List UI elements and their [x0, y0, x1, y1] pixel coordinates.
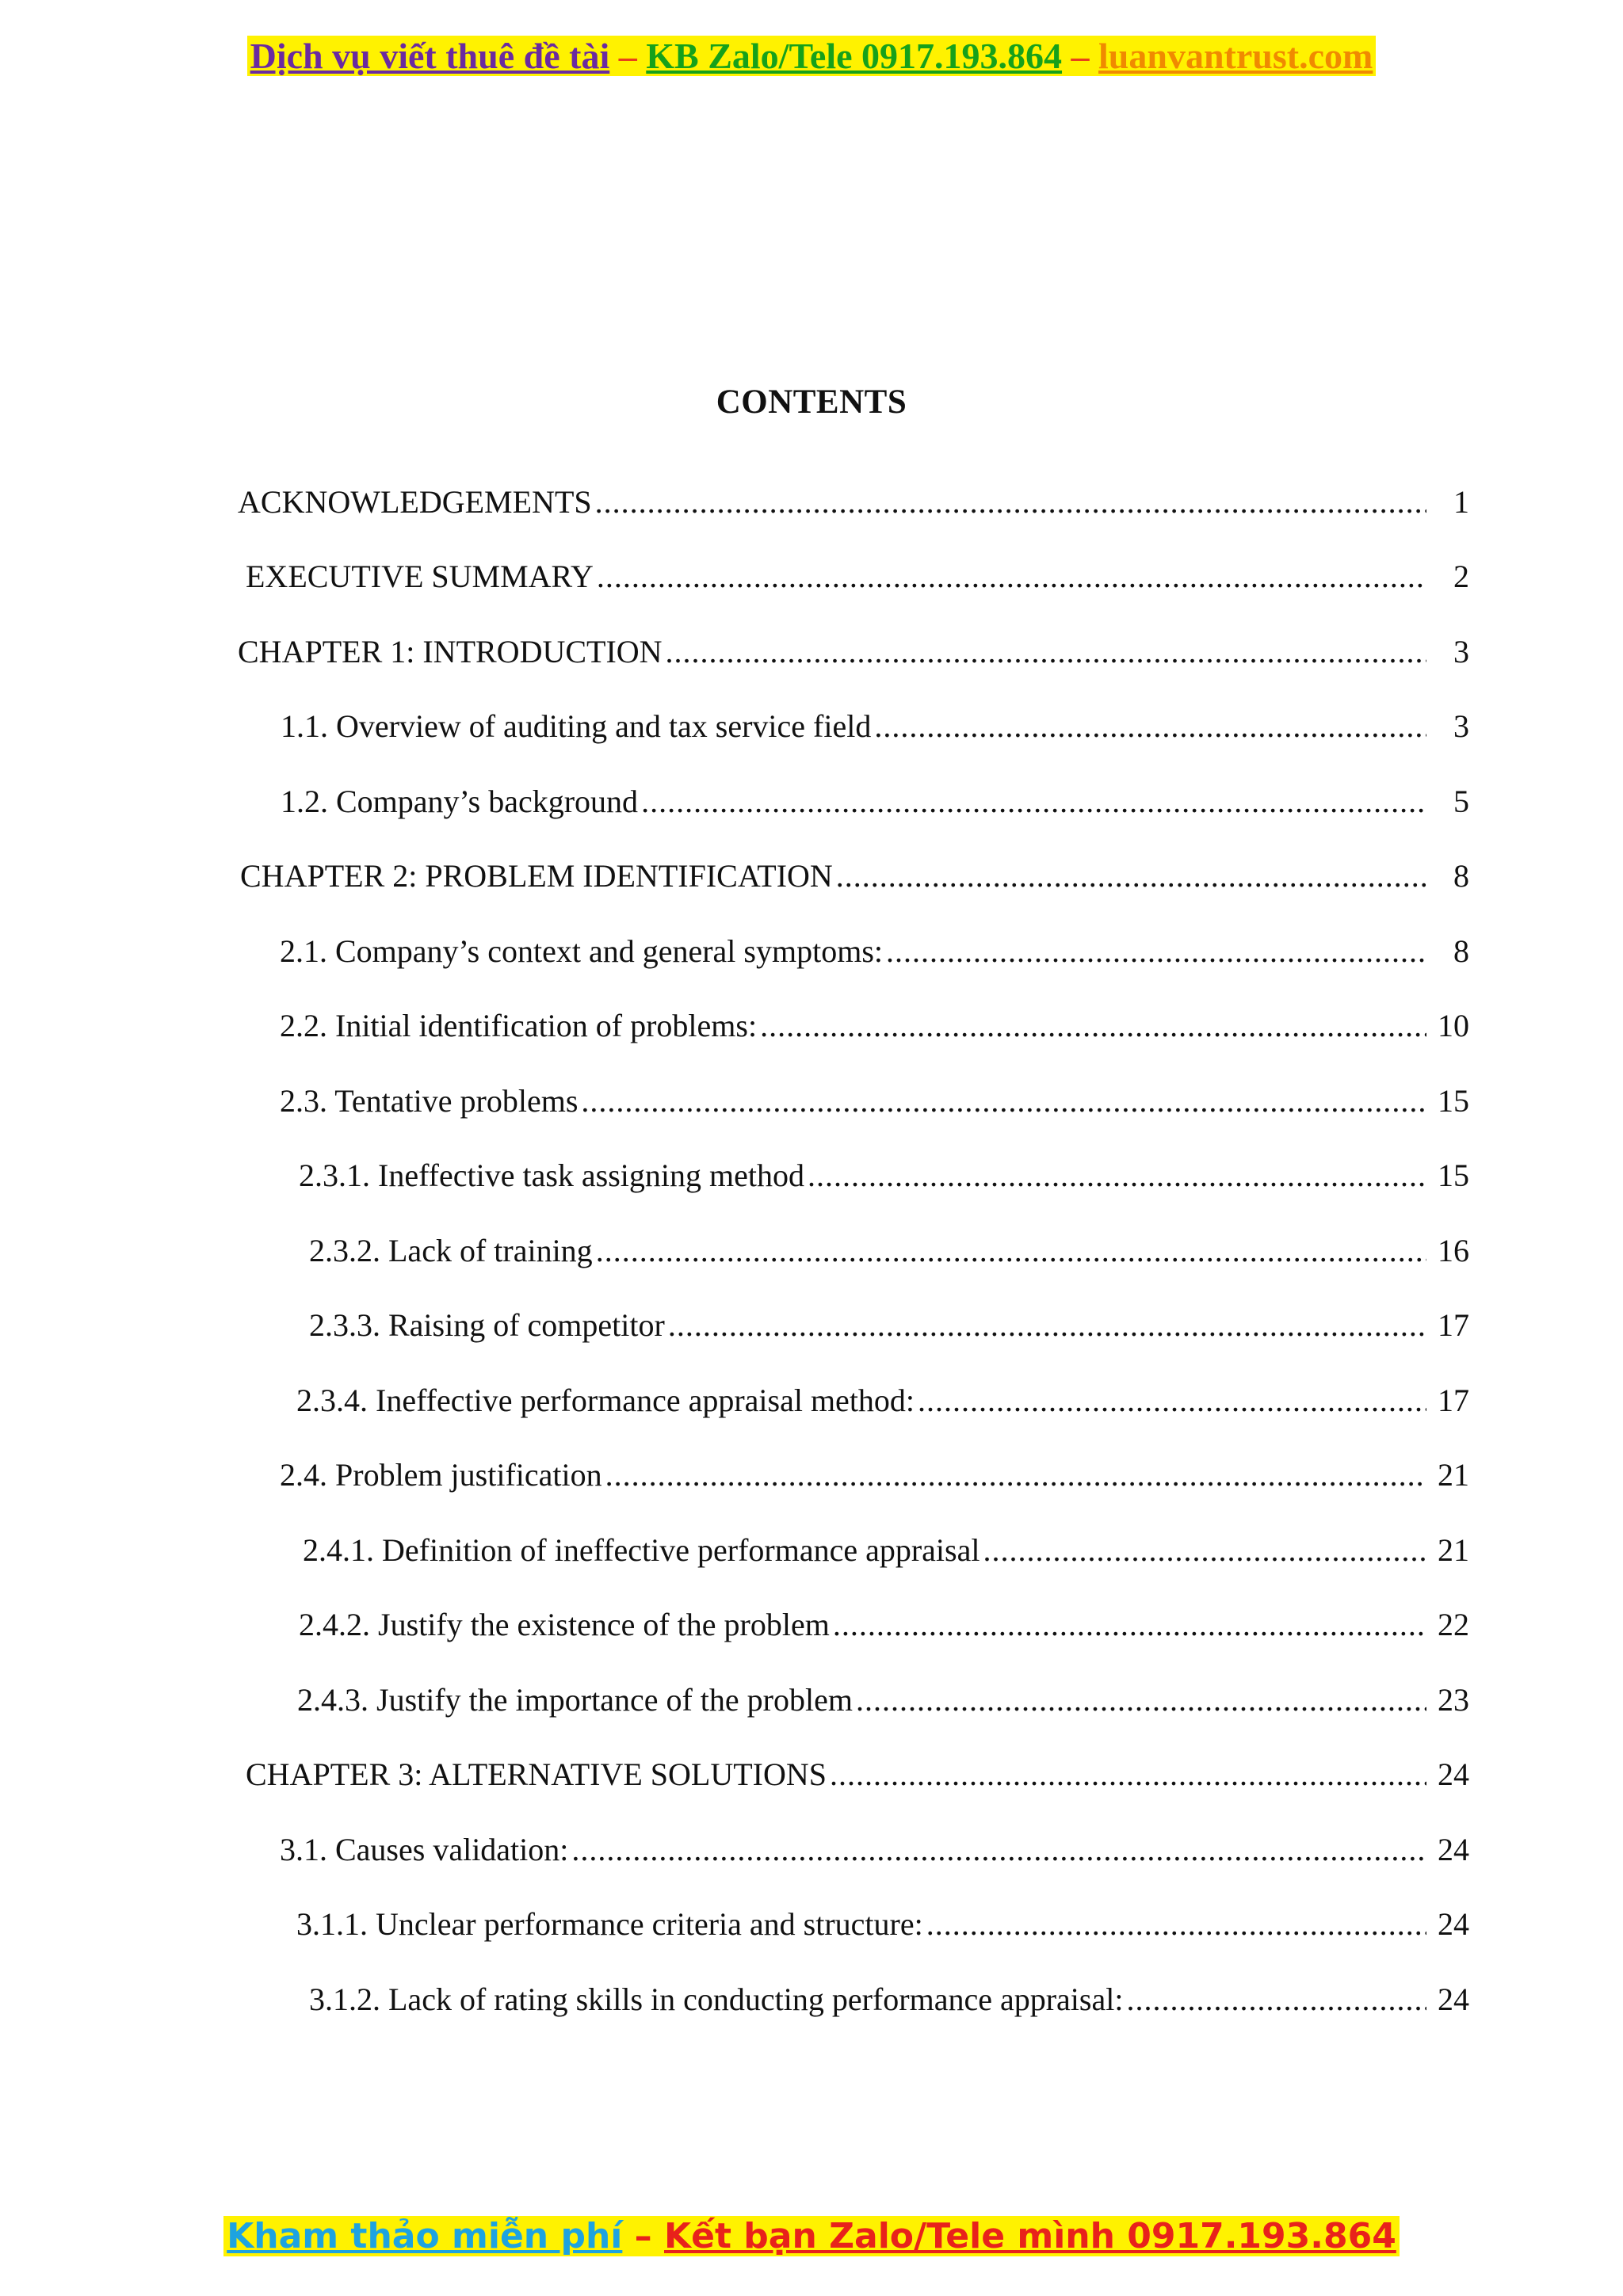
- toc-leader-dots: [641, 783, 1426, 820]
- toc-entry-page: 3: [1453, 708, 1469, 744]
- toc-entry-page: 24: [1438, 1906, 1469, 1942]
- footer-banner-free-reference-link[interactable]: Kham thảo miễn phí: [227, 2216, 623, 2256]
- toc-entry-page: 5: [1453, 784, 1469, 819]
- toc-entry-page: 15: [1438, 1158, 1469, 1193]
- toc-entry-page: 17: [1438, 1307, 1469, 1343]
- header-banner-separator: –: [1062, 36, 1099, 76]
- toc-leader-dots: [836, 857, 1426, 894]
- toc-entry-label: CHAPTER 3: ALTERNATIVE SOLUTIONS: [246, 1756, 827, 1792]
- toc-entry[interactable]: [246, 558, 1469, 605]
- toc-entry[interactable]: [299, 1157, 1469, 1204]
- toc-entry-label: 2.4.2. Justify the existence of the problem: [299, 1607, 830, 1642]
- toc-entry-page: 17: [1438, 1383, 1469, 1418]
- header-banner-service-link[interactable]: Dịch vụ viết thuê đề tài: [250, 36, 610, 76]
- toc-entry[interactable]: [296, 1382, 1469, 1429]
- toc-leader-dots: [808, 1157, 1426, 1194]
- toc-leader-dots: [571, 1831, 1426, 1868]
- toc-entry[interactable]: [238, 483, 1469, 531]
- toc-entry-label: 2.4.3. Justify the importance of the problem: [297, 1682, 853, 1718]
- toc-leader-dots: [666, 633, 1426, 670]
- toc-entry-page: 23: [1438, 1682, 1469, 1718]
- toc-entry-page: 8: [1453, 933, 1469, 969]
- toc-entry[interactable]: [246, 1756, 1469, 1803]
- toc-entry[interactable]: [281, 707, 1469, 755]
- header-banner-separator: –: [609, 36, 647, 76]
- toc-entry-page: 24: [1438, 1981, 1469, 2017]
- toc-entry[interactable]: [280, 933, 1469, 980]
- toc-entry-label: 2.2. Initial identification of problems:: [280, 1008, 758, 1043]
- toc-entry-label: 2.4. Problem justification: [280, 1457, 602, 1493]
- toc-entry-page: 8: [1453, 858, 1469, 894]
- toc-leader-dots: [830, 1756, 1426, 1793]
- toc-leader-dots: [856, 1681, 1426, 1718]
- toc-entry-label: 2.3.3. Raising of competitor: [309, 1307, 665, 1343]
- toc-entry[interactable]: [238, 633, 1469, 681]
- toc-entry-label: 3.1.1. Unclear performance criteria and structure:: [296, 1906, 923, 1942]
- toc-leader-dots: [597, 558, 1426, 595]
- toc-entry[interactable]: [297, 1681, 1469, 1729]
- toc-leader-dots: [605, 1456, 1426, 1493]
- toc-entry-page: 3: [1453, 634, 1469, 669]
- toc-entry-page: 24: [1438, 1832, 1469, 1867]
- toc-leader-dots: [886, 933, 1426, 970]
- toc-entry-label: 2.1. Company’s context and general symptoms:: [280, 933, 883, 969]
- toc-entry[interactable]: [296, 1905, 1469, 1953]
- toc-entry-label: ACKNOWLEDGEMENTS: [238, 484, 592, 520]
- toc-entry[interactable]: [280, 1007, 1469, 1055]
- toc-leader-dots: [1126, 1981, 1426, 2018]
- toc-entry-page: 1: [1453, 484, 1469, 520]
- header-banner-text: [247, 36, 1377, 76]
- toc-leader-dots: [983, 1531, 1426, 1569]
- toc-entry[interactable]: [280, 1456, 1469, 1504]
- toc-leader-dots: [926, 1905, 1426, 1943]
- page-title: CONTENTS: [716, 383, 907, 421]
- toc-leader-dots: [918, 1382, 1426, 1419]
- toc-entry-label: 2.4.1. Definition of ineffective performance appraisal: [303, 1532, 980, 1568]
- toc-leader-dots: [581, 1082, 1426, 1119]
- toc-entry-label: 3.1.2. Lack of rating skills in conducting performance appraisal:: [309, 1981, 1124, 2017]
- toc-entry-page: 10: [1438, 1008, 1469, 1043]
- toc-entry-label: 3.1. Causes validation:: [280, 1832, 569, 1867]
- toc-entry[interactable]: [240, 857, 1469, 905]
- toc-entry-label: 2.3.2. Lack of training: [309, 1233, 593, 1268]
- footer-banner-separator: –: [622, 2216, 664, 2256]
- toc-entry-page: 2: [1453, 559, 1469, 594]
- toc-entry-page: 21: [1438, 1457, 1469, 1493]
- toc-entry[interactable]: [281, 783, 1469, 830]
- footer-banner: [0, 2210, 1623, 2263]
- toc-entry-label: 2.3.1. Ineffective task assigning method: [299, 1158, 805, 1193]
- toc-entry-page: 15: [1438, 1083, 1469, 1119]
- toc-entry[interactable]: [299, 1606, 1469, 1653]
- footer-banner-contact-link[interactable]: Kết bạn Zalo/Tele mình 0917.193.864: [664, 2216, 1396, 2256]
- toc-entry-page: 21: [1438, 1532, 1469, 1568]
- footer-banner-text: [223, 2216, 1400, 2256]
- toc-entry-label: 1.2. Company’s background: [281, 784, 639, 819]
- toc-entry-label: 2.3. Tentative problems: [280, 1083, 579, 1119]
- toc-entry[interactable]: [309, 1981, 1469, 2028]
- header-banner-contact-link[interactable]: KB Zalo/Tele 0917.193.864: [646, 36, 1063, 76]
- toc-entry-page: 24: [1438, 1756, 1469, 1792]
- toc-entry-label: CHAPTER 1: INTRODUCTION: [238, 634, 663, 669]
- toc-entry[interactable]: [309, 1232, 1469, 1280]
- toc-entry-label: 2.3.4. Ineffective performance appraisal method:: [296, 1383, 915, 1418]
- toc-leader-dots: [760, 1007, 1426, 1044]
- toc-leader-dots: [874, 707, 1426, 745]
- toc-entry[interactable]: [280, 1831, 1469, 1878]
- toc-entry-page: 22: [1438, 1607, 1469, 1642]
- toc-entry[interactable]: [280, 1082, 1469, 1130]
- toc-entry-page: 16: [1438, 1233, 1469, 1268]
- toc-leader-dots: [596, 1232, 1426, 1269]
- toc-entry[interactable]: [309, 1306, 1469, 1354]
- toc-leader-dots: [595, 483, 1426, 521]
- header-banner-website-link[interactable]: luanvantrust.com: [1098, 36, 1373, 76]
- toc-leader-dots: [668, 1306, 1426, 1344]
- toc-entry-label: 1.1. Overview of auditing and tax service field: [281, 708, 872, 744]
- toc-entry-label: CHAPTER 2: PROBLEM IDENTIFICATION: [240, 858, 833, 894]
- toc-entry[interactable]: [303, 1531, 1469, 1579]
- toc-leader-dots: [833, 1606, 1426, 1643]
- toc-entry-label: EXECUTIVE SUMMARY: [246, 559, 594, 594]
- header-banner: [0, 32, 1623, 81]
